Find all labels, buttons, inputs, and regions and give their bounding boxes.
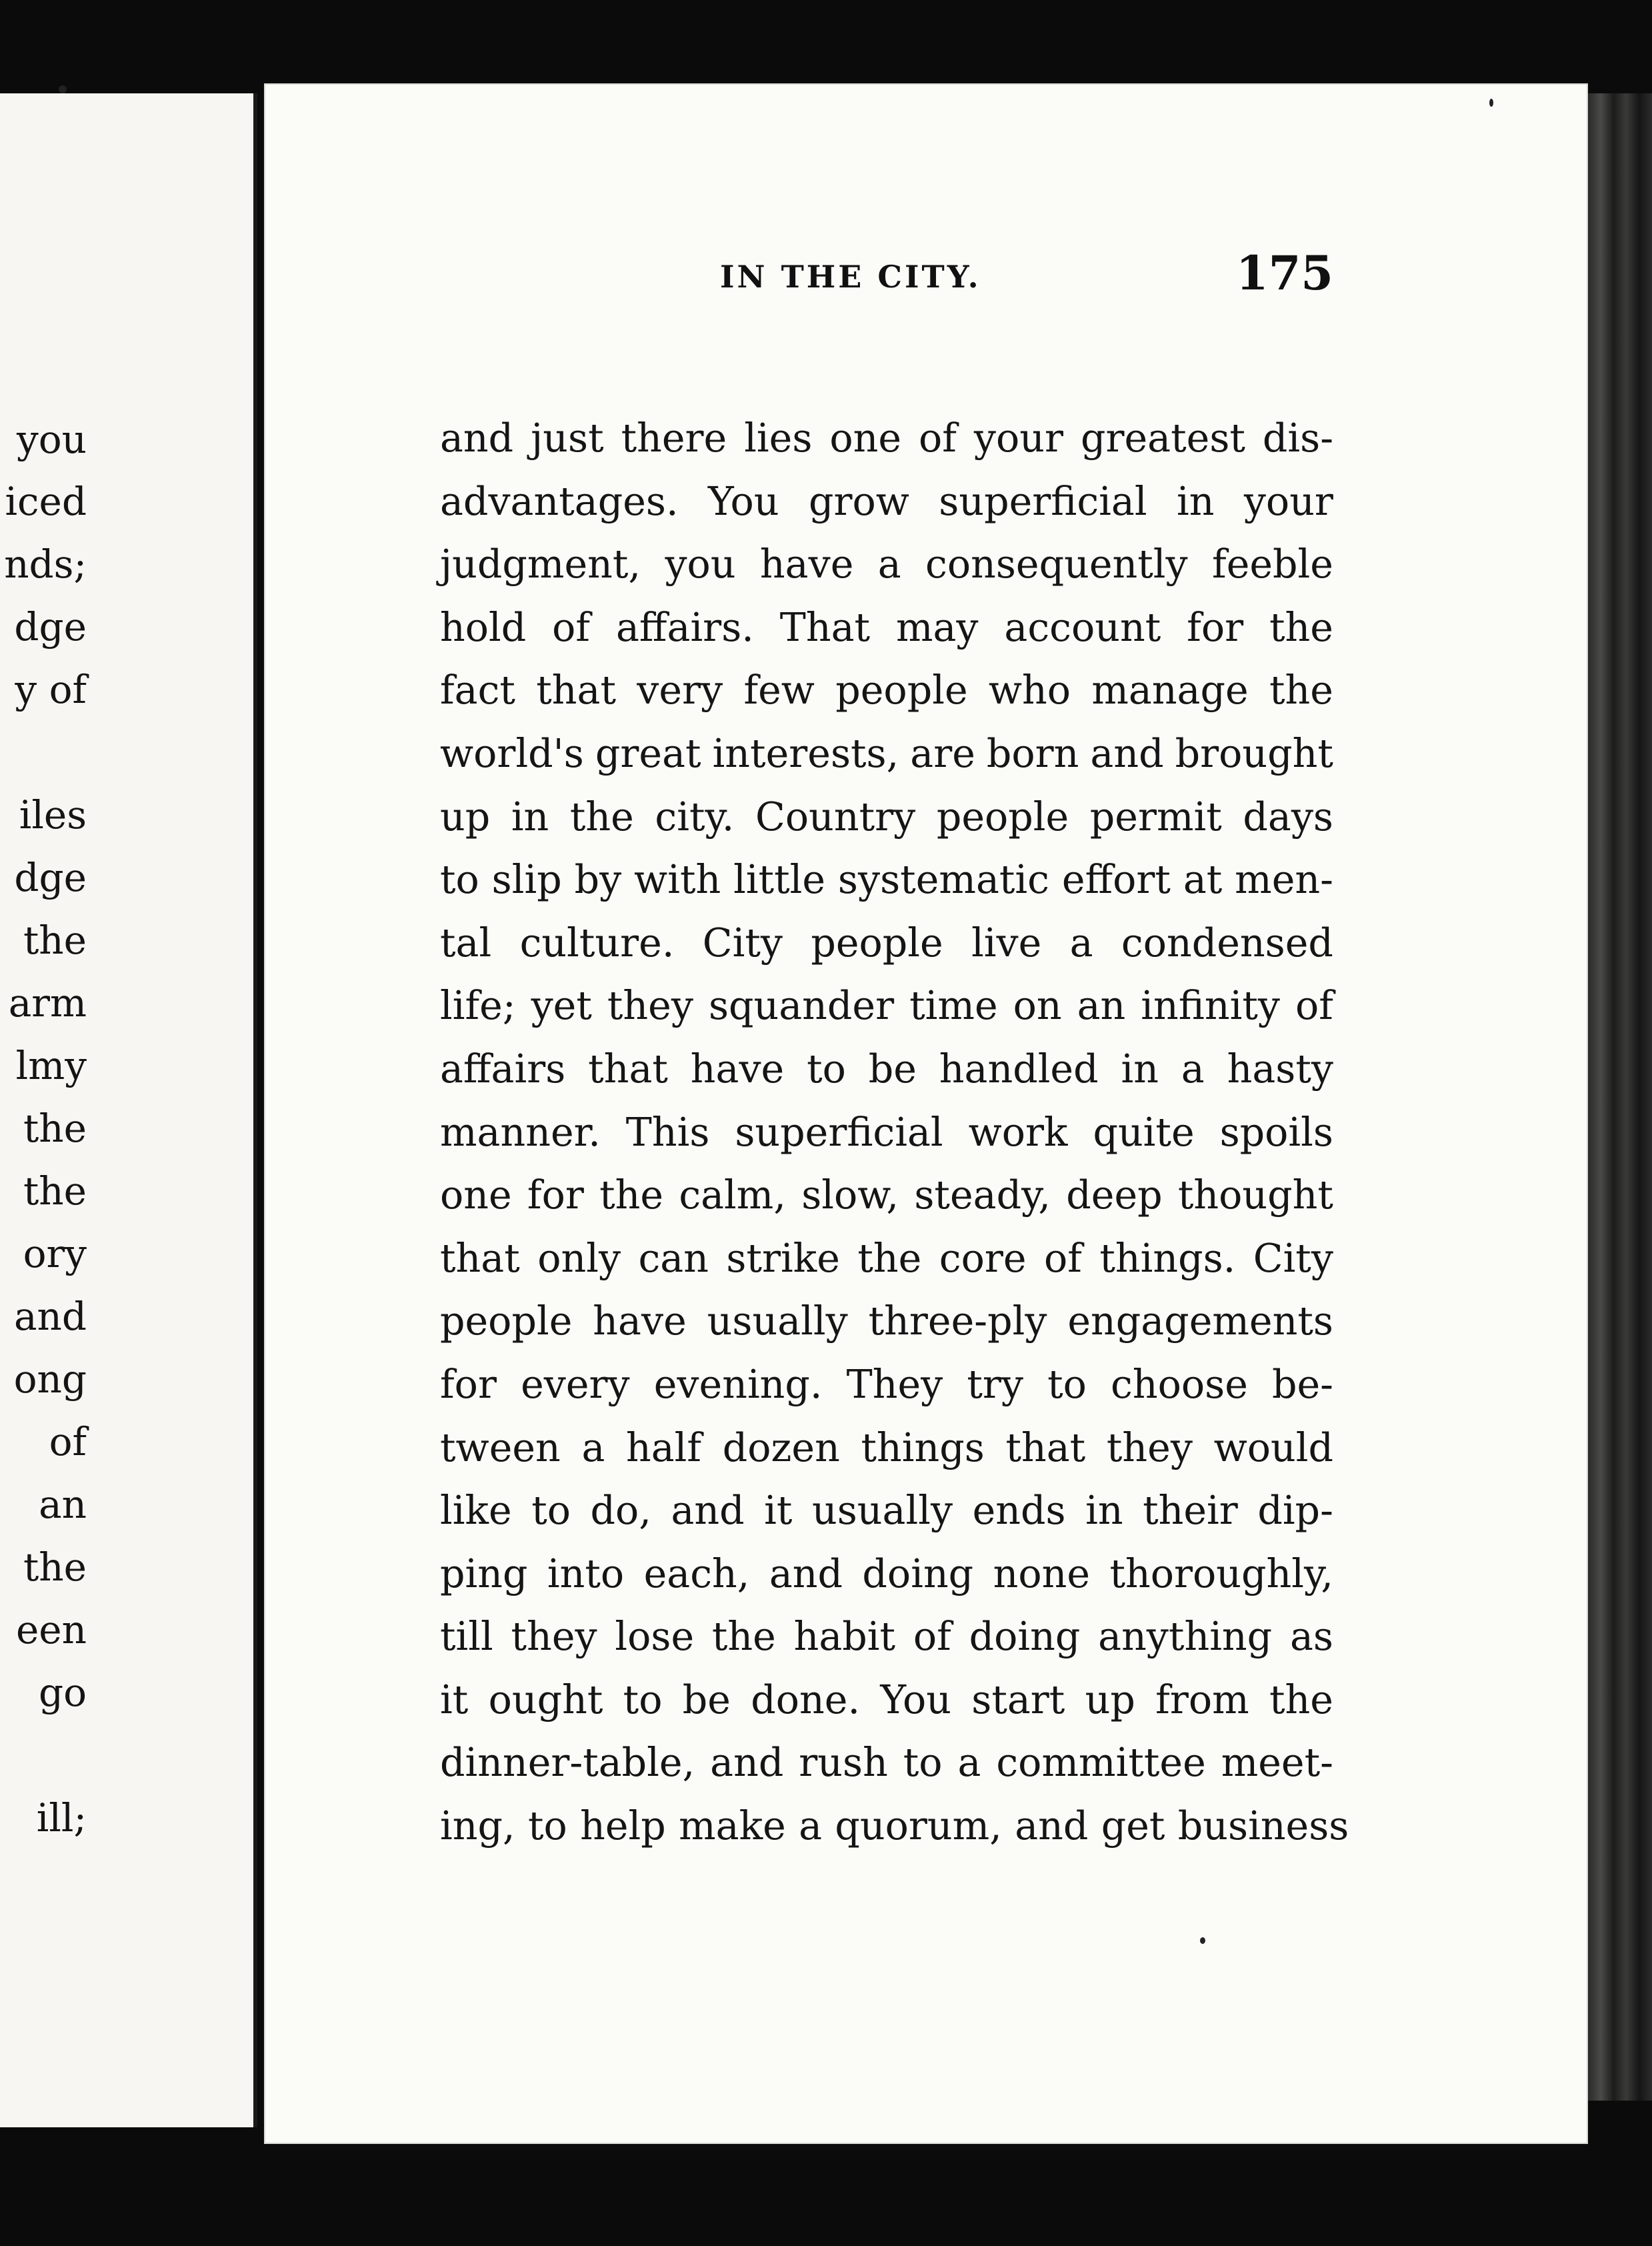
text-line [440, 974, 1333, 1038]
word: at [1183, 857, 1223, 903]
text-line [440, 1542, 1333, 1606]
word: judgment, [440, 541, 641, 588]
left-fragment: iles [19, 792, 87, 838]
left-fragment: the [23, 918, 87, 963]
word: get [1101, 1803, 1165, 1849]
word: till [440, 1614, 493, 1660]
word: you [665, 541, 736, 588]
word: people [440, 1298, 573, 1344]
word: great [595, 730, 701, 776]
left-fragment: y of [15, 667, 87, 712]
text-line [440, 1164, 1333, 1227]
word: as [1289, 1614, 1333, 1660]
left-fragment: go [38, 1670, 87, 1715]
left-fragment: dge [14, 855, 87, 900]
word: have [593, 1298, 687, 1344]
word: meet- [1221, 1740, 1333, 1786]
text-line [440, 848, 1333, 912]
word: the [1269, 668, 1333, 714]
word: thought [1177, 1172, 1333, 1218]
scan-speck [1200, 1937, 1205, 1944]
text-line [440, 407, 1333, 470]
word: and [440, 415, 514, 461]
text-line [440, 1416, 1333, 1480]
word: City [702, 920, 783, 966]
word: be [868, 1046, 917, 1092]
word: lies [744, 415, 813, 461]
word: of [552, 604, 591, 650]
word: they [607, 983, 693, 1029]
word: yet [531, 983, 592, 1029]
word: steady, [914, 1172, 1051, 1218]
word: world's [440, 730, 584, 776]
word: to [807, 1046, 846, 1092]
left-fragment: ory [23, 1231, 87, 1276]
word: They [846, 1361, 943, 1407]
text-line [440, 1227, 1333, 1290]
word: tween [440, 1424, 561, 1470]
word: That [779, 604, 871, 650]
word: superficial [735, 1109, 943, 1155]
word: the [569, 794, 634, 840]
word: that [588, 1046, 668, 1092]
word: that [440, 1235, 520, 1281]
scan-speck [59, 85, 67, 93]
text-line [440, 912, 1333, 975]
word: each, [643, 1550, 750, 1596]
word: people [835, 668, 968, 714]
left-fragment: ill; [36, 1795, 87, 1841]
word: and [710, 1740, 784, 1786]
word: infinity [1141, 983, 1280, 1029]
text-line [440, 533, 1333, 596]
word: calm, [679, 1172, 786, 1218]
word: to [440, 857, 479, 903]
word: squander [708, 983, 895, 1029]
word: things. [1099, 1235, 1236, 1281]
word: feeble [1212, 541, 1333, 588]
word: of [1043, 1235, 1082, 1281]
word: a [1069, 920, 1093, 966]
text-line [440, 1479, 1333, 1542]
word: a [877, 541, 901, 588]
word: You [880, 1676, 951, 1723]
word: ping [440, 1550, 528, 1596]
word: the [857, 1235, 922, 1281]
word: may [895, 604, 979, 650]
left-fragment: een [15, 1607, 87, 1652]
text-line [440, 1290, 1333, 1353]
word: half [626, 1424, 702, 1470]
text-line [440, 1731, 1333, 1795]
word: in [1085, 1488, 1123, 1534]
word: strike [726, 1235, 840, 1281]
word: to [903, 1740, 943, 1786]
scan-speck [1489, 99, 1493, 107]
word: into [547, 1550, 625, 1596]
word: start [971, 1676, 1065, 1723]
word: grow [808, 478, 909, 524]
left-fragment: the [23, 1544, 87, 1590]
word: advantages. [440, 478, 679, 524]
word: little [733, 857, 826, 903]
word: like [440, 1488, 512, 1534]
left-fragment: iced [5, 479, 87, 524]
word: dinner-table, [440, 1740, 695, 1786]
text-line [440, 722, 1333, 786]
word: dis- [1262, 415, 1333, 461]
word: the [711, 1614, 776, 1660]
word: and [769, 1550, 843, 1596]
left-fragment: the [23, 1106, 87, 1151]
left-fragment: the [23, 1168, 87, 1214]
word: quite [1093, 1109, 1195, 1155]
word: effort [1061, 857, 1171, 903]
word: the [1269, 604, 1333, 650]
word: choose [1111, 1361, 1248, 1407]
word: make [679, 1803, 786, 1849]
word: doing [969, 1614, 1081, 1660]
word: usually [811, 1488, 953, 1534]
word: in [1176, 478, 1215, 524]
word: City [1253, 1235, 1333, 1281]
word: You [707, 478, 779, 524]
word: and [1090, 730, 1164, 776]
word: born [986, 730, 1079, 776]
word: rush [799, 1740, 888, 1786]
word: they [1106, 1424, 1193, 1470]
word: one [829, 415, 902, 461]
word: permit [1089, 794, 1222, 840]
word: ought [488, 1676, 603, 1723]
word: your [1243, 478, 1333, 524]
word: city. [655, 794, 735, 840]
left-page [0, 93, 257, 2127]
word: slow, [801, 1172, 899, 1218]
text-line [440, 1101, 1333, 1164]
word: usually [707, 1298, 848, 1344]
word: of [1295, 983, 1333, 1029]
word: hasty [1227, 1046, 1333, 1092]
word: This [625, 1109, 710, 1155]
word: from [1155, 1676, 1249, 1723]
left-fragment: an [39, 1482, 87, 1527]
word: a [1181, 1046, 1205, 1092]
word: try [967, 1361, 1024, 1407]
word: very [637, 668, 723, 714]
body-text [440, 407, 1349, 1858]
word: greatest [1080, 415, 1245, 461]
word: and [671, 1488, 745, 1534]
word: just [531, 415, 604, 461]
word: only [537, 1235, 621, 1281]
word: by [574, 857, 622, 903]
text-line [440, 786, 1333, 849]
word: systematic [837, 857, 1049, 903]
word: account [1004, 604, 1161, 650]
left-fragment: ong [13, 1356, 87, 1402]
word: hold [440, 604, 527, 650]
left-fragment: of [49, 1419, 87, 1464]
word: a [957, 1740, 981, 1786]
word: thoroughly, [1109, 1550, 1333, 1596]
word: fact [440, 668, 515, 714]
word: for [440, 1361, 497, 1407]
word: on [1013, 983, 1062, 1029]
word: who [988, 668, 1071, 714]
word: condensed [1121, 920, 1333, 966]
running-title: IN THE CITY. [720, 259, 981, 295]
word: in [511, 794, 549, 840]
word: an [1077, 983, 1126, 1029]
word: quorum, [835, 1803, 1002, 1849]
word: affairs. [615, 604, 754, 650]
word: few [743, 668, 815, 714]
word: their [1143, 1488, 1238, 1534]
word: there [621, 415, 727, 461]
word: time [909, 983, 998, 1029]
word: of [913, 1614, 951, 1660]
word: three-ply [868, 1298, 1047, 1344]
word: consequently [925, 541, 1188, 588]
text-line [440, 1038, 1333, 1101]
word: done. [751, 1676, 861, 1723]
text-line [440, 1795, 1349, 1858]
word: every [521, 1361, 630, 1407]
word: a [581, 1424, 605, 1470]
text-line [440, 470, 1333, 533]
left-fragment: dge [14, 604, 87, 650]
word: live [971, 920, 1042, 966]
word: it [764, 1488, 793, 1534]
word: one [440, 1172, 512, 1218]
word: days [1243, 794, 1333, 840]
word: and [1015, 1803, 1089, 1849]
text-line [440, 1668, 1333, 1732]
word: have [759, 541, 854, 588]
left-fragment: lmy [15, 1043, 87, 1088]
word: to [527, 1803, 567, 1849]
word: manage [1091, 668, 1249, 714]
text-line [440, 596, 1333, 660]
word: superficial [939, 478, 1147, 524]
word: none [993, 1550, 1091, 1596]
word: to [531, 1488, 571, 1534]
word: ends [972, 1488, 1066, 1534]
word: manner. [440, 1109, 601, 1155]
left-fragment: you [16, 417, 87, 462]
left-fragment: arm [8, 980, 87, 1026]
word: in [1121, 1046, 1159, 1092]
word: the [599, 1172, 664, 1218]
word: business [1177, 1803, 1349, 1849]
text-line [440, 1605, 1333, 1668]
word: affairs [440, 1046, 566, 1092]
word: dozen [722, 1424, 840, 1470]
word: have [690, 1046, 785, 1092]
word: evening. [653, 1361, 823, 1407]
word: things [861, 1424, 985, 1470]
word: culture. [519, 920, 675, 966]
word: be- [1272, 1361, 1333, 1407]
word: slip [491, 857, 562, 903]
word: spoils [1219, 1109, 1333, 1155]
running-head [453, 245, 1347, 305]
word: brought [1175, 730, 1333, 776]
word: committee [996, 1740, 1206, 1786]
word: they [511, 1614, 597, 1660]
word: can [638, 1235, 709, 1281]
left-fragment: and [13, 1294, 87, 1339]
word: men- [1235, 857, 1333, 903]
word: that [1005, 1424, 1086, 1470]
word: to [1047, 1361, 1087, 1407]
word: that [536, 668, 617, 714]
word: of [919, 415, 957, 461]
word: work [968, 1109, 1068, 1155]
word: up [440, 794, 491, 840]
word: Country [755, 794, 916, 840]
word: it [440, 1676, 469, 1723]
word: people [811, 920, 943, 966]
text-line [440, 1353, 1333, 1416]
word: are [910, 730, 975, 776]
word: core [939, 1235, 1027, 1281]
left-fragment: nds; [4, 541, 87, 587]
word: handled [939, 1046, 1099, 1092]
word: ing, [440, 1803, 515, 1849]
word: be [682, 1676, 731, 1723]
word: lose [615, 1614, 695, 1660]
word: up [1085, 1676, 1135, 1723]
word: your [973, 415, 1064, 461]
word: dip- [1257, 1488, 1333, 1534]
word: would [1213, 1424, 1333, 1470]
word: with [634, 857, 721, 903]
word: do, [590, 1488, 651, 1534]
word: deep [1066, 1172, 1163, 1218]
word: to [623, 1676, 663, 1723]
page-stack-edge [1588, 93, 1652, 2101]
word: for [527, 1172, 584, 1218]
word: engagements [1067, 1298, 1333, 1344]
word: a [799, 1803, 823, 1849]
word: help [580, 1803, 666, 1849]
word: life; [440, 983, 516, 1029]
word: habit [793, 1614, 896, 1660]
word: the [1269, 1676, 1333, 1723]
word: for [1187, 604, 1244, 650]
word: interests, [712, 730, 899, 776]
word: people [936, 794, 1069, 840]
word: anything [1098, 1614, 1273, 1660]
page-number: 175 [1235, 245, 1333, 301]
word: tal [440, 920, 492, 966]
text-line [440, 659, 1333, 722]
word: doing [862, 1550, 974, 1596]
